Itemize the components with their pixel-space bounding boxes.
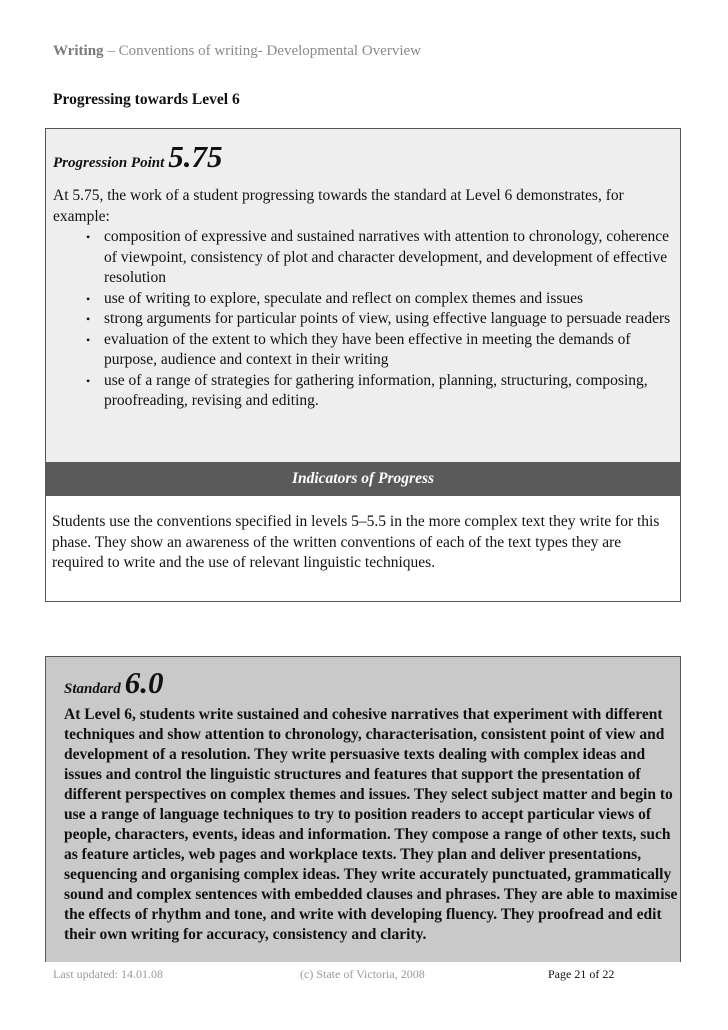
indicators-heading: Indicators of Progress [46,462,680,496]
list-item [53,330,675,371]
bullet-icon: • [86,291,91,306]
section-heading: Progressing towards Level 6 [53,91,240,108]
footer-copyright: (c) State of Victoria, 2008 [300,967,425,981]
list-item-text: use of writing to explore, speculate and reflect on complex themes and issues [104,289,584,307]
bullet-icon: • [86,312,91,326]
bullet-icon: • [86,373,91,388]
list-item [53,289,675,310]
list-item-text: composition of expressive and sustained narratives with attention to chronology, coherence of viewpoint, consistency of plot and character development, and development of effective resolution [104,228,670,286]
progression-point-body [53,186,675,412]
footer-last-updated: Last updated: 14.01.08 [53,967,163,981]
header-title-rest: – Conventions of writing- Developmental Overview [103,43,421,59]
standard-number: 6.0 [124,665,164,700]
list-item-text: use of a range of strategies for gathering information, planning, structuring, composing, proofreading, revising and editing. [104,371,648,409]
progression-point-intro: At 5.75, the work of a student progressing towards the standard at Level 6 demonstrates, for example: [53,187,624,225]
progression-point-label: Progression Point [53,155,165,171]
header-title-bold: Writing [53,43,104,59]
list-item [53,371,675,412]
standard-text: At Level 6, students write sustained and cohesive narratives that experiment with different techniques and show attention to chronology, characterisation, consistent point of view and development of a resolution. They write persuasive texts dealing with complex ideas and issues and control the linguistic structures and features that support the presentation of different perspectives on complex themes and issues. They select subject matter and begin to use a range of language techniques to try to position readers to accept particular views of people, characters, events, ideas and information. They compose a range of other texts, such as feature articles, web pages and workplace texts. They plan and deliver presentations, sequencing and organising complex ideas. They write accurately punctuated, grammatically sound and complex sentences with embedded clauses and phrases. They are able to maximise the effects of rhythm and tone, and write with developing fluency. They proofread and edit their own writing for accuracy, consistency and clarity. [64,706,678,943]
indicators-text: Students use the conventions specified in levels 5–5.5 in the more complex text they write for this phase. They show an awareness of the written conventions of each of the text types they are required to write and the use of relevant linguistic techniques. [46,496,680,601]
standard-title [64,665,163,701]
progression-point-title [53,139,223,175]
list-item-text: evaluation of the extent to which they have been effective in meeting the demands of purpose, audience and context in their writing [104,330,631,368]
standard-label: Standard [64,681,121,697]
list-item [53,227,675,289]
progression-point-number: 5.75 [168,139,223,174]
footer-page-number: Page 21 of 22 [548,967,615,981]
progression-point-box [45,128,681,602]
list-item [53,309,675,330]
bullet-icon: • [86,230,91,244]
document-header [53,43,421,60]
progression-point-list [53,227,675,412]
list-item-text: strong arguments for particular points of view, using effective language to persuade readers [104,310,671,327]
bullet-icon: • [86,332,91,347]
standard-box [45,656,681,962]
